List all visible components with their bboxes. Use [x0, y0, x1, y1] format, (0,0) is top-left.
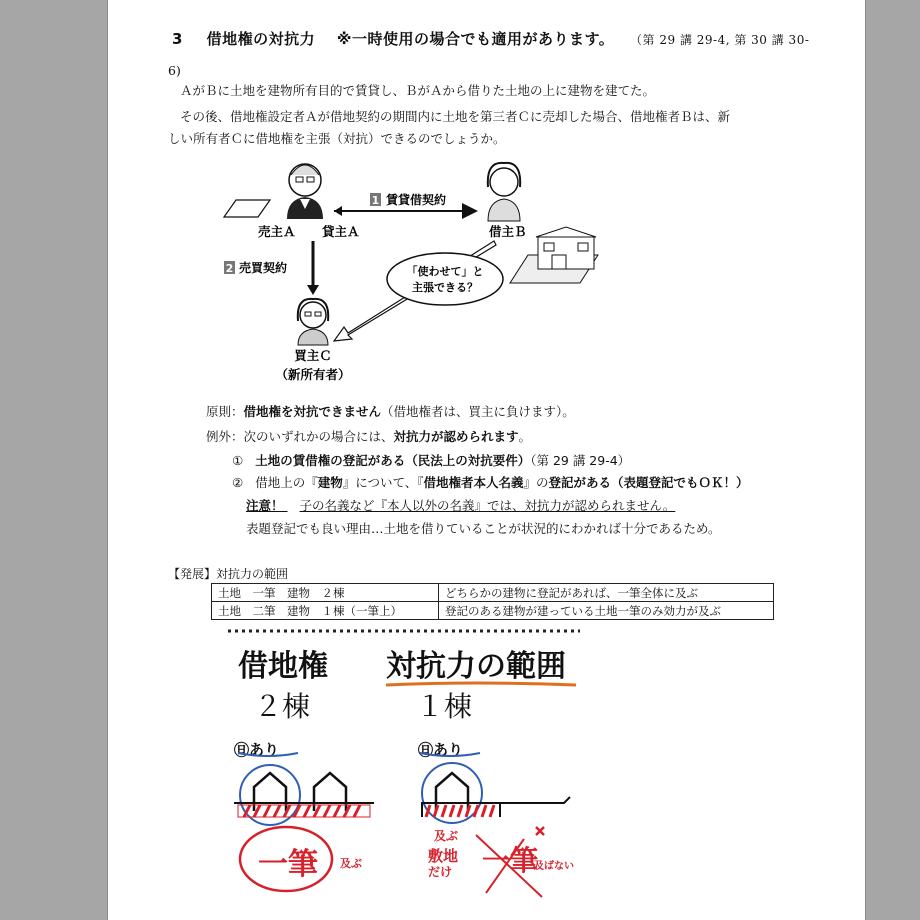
contract1-num: 1: [371, 194, 380, 207]
bubble-line-2: 主張できる？: [412, 281, 478, 294]
item2-mid: 』について、『: [342, 475, 424, 490]
hw-count-right: １棟: [416, 690, 473, 723]
hw-title-left: 借地権: [238, 649, 328, 684]
exception-end: 。: [518, 429, 532, 444]
buyer-label: 買主Ｃ: [294, 348, 332, 363]
contract2-num: 2: [225, 262, 234, 275]
section-title: [172, 28, 809, 49]
hw-dake: だけ: [428, 865, 453, 879]
caution-label: 注意！: [246, 498, 284, 513]
hw-oyobu: 及ぶ: [340, 857, 362, 870]
section-note: ※一時使用の場合でも適用があります。: [336, 30, 615, 48]
relationship-diagram: [108, 155, 865, 395]
hw-oyobu-small: 及ぶ: [434, 829, 459, 843]
hw-title-underline: [384, 679, 584, 689]
document-page: [107, 0, 866, 920]
exception-item-1: [232, 451, 630, 469]
item2-end: 』の: [523, 475, 549, 490]
item1-ref: （第 29 講 29-4）: [530, 453, 631, 468]
handwritten-note: [224, 627, 584, 920]
item2-num: ②: [232, 475, 244, 490]
exception-item-2: [232, 473, 749, 491]
principle-rest: （借地権者は、買主に負けます）。: [381, 404, 575, 419]
section-heading: 借地権の対抗力: [206, 30, 316, 48]
section-ref: （第 29 講 29-4, 第 30 講 30-: [630, 33, 810, 47]
hw-ippitsu-right: 一筆: [482, 844, 539, 877]
advanced-heading: 【発展】対抗力の範囲: [168, 567, 289, 581]
person-b-icon: [488, 163, 520, 221]
hw-oyobanai: 及ばない: [534, 861, 574, 872]
reason-line: 表題登記でも良い理由…土地を借りていることが状況的にわかれば十分であるため。: [246, 521, 721, 536]
table-cell: 土地 一筆 建物 ２棟: [212, 584, 439, 602]
hw-title-right: 対抗力の範囲: [386, 649, 566, 684]
section-ref-cont: 6): [168, 63, 181, 78]
bubble-line-1: 「使わせて」と: [406, 265, 484, 278]
land-parcel-left: [224, 200, 270, 217]
exception-line: [206, 427, 531, 445]
item1-num: ①: [232, 453, 244, 468]
item2-b2: 借地権者本人名義: [423, 475, 524, 490]
item2-pre: 借地上の『: [255, 475, 318, 490]
item1-bold: 土地の賃借権の登記がある（民法上の対抗要件）: [255, 453, 531, 468]
principle-line: [206, 402, 575, 420]
scope-table: [211, 583, 774, 620]
spiral-binding: [224, 627, 584, 637]
intro-line-2: その後、借地権設定者Ａが借地契約の期間内に土地を第三者Ｃに売却した場合、借地権者Ｂは、新: [180, 109, 731, 124]
lessee-label: 借主Ｂ: [489, 224, 527, 239]
table-cell: どちらかの建物に登記があれば、一筆全体に及ぶ: [439, 584, 774, 602]
hw-ippitsu: 一筆: [258, 847, 318, 882]
item2-b3: 登記がある（表題登記でもＯＫ！）: [548, 475, 749, 490]
person-a-icon: [287, 164, 323, 219]
hw-shikichi: 敷地: [428, 847, 459, 865]
lessor-label: 貸主Ａ: [322, 224, 360, 239]
intro-line-1: ＡがＢに土地を建物所有目的で賃貸し、ＢがＡから借りた土地の上に建物を建てた。: [180, 83, 656, 98]
exception-label: 例外：: [206, 429, 244, 444]
exception-pre: 次のいずれかの場合には、: [243, 429, 394, 444]
caution-text: 子の名義など『本人以外の名義』では、対抗力が認められません。: [299, 498, 676, 513]
hw-reg-right: ㊐あり: [418, 741, 464, 759]
contract2-label: 売買契約: [239, 261, 288, 275]
item2-b1: 建物: [317, 475, 343, 490]
principle-label: 原則：: [206, 404, 244, 419]
exception-bold: 対抗力が認められます: [393, 429, 519, 444]
table-row: [212, 602, 774, 620]
hw-sketch: [224, 747, 584, 920]
table-cell: 登記のある建物が建っている土地一筆のみ効力が及ぶ: [439, 602, 774, 620]
contract1-label: 賃貸借契約: [386, 193, 447, 207]
intro-line-3: しい所有者Ｃに借地権を主張（対抗）できるのでしょうか。: [168, 131, 506, 146]
seller-label: 売主Ａ: [258, 224, 296, 239]
hw-reg-left: ㊐あり: [234, 741, 280, 759]
table-cell: 土地 二筆 建物 １棟（一筆上）: [212, 602, 439, 620]
hw-count-left: ２棟: [254, 690, 311, 723]
person-c-icon: [298, 299, 328, 345]
principle-bold: 借地権を対抗できません: [243, 404, 382, 419]
caution-line: [246, 496, 675, 514]
speech-bubble: [387, 253, 503, 305]
section-number: 3: [172, 30, 183, 48]
table-row: [212, 584, 774, 602]
new-owner-label: （新所有者）: [275, 367, 351, 382]
